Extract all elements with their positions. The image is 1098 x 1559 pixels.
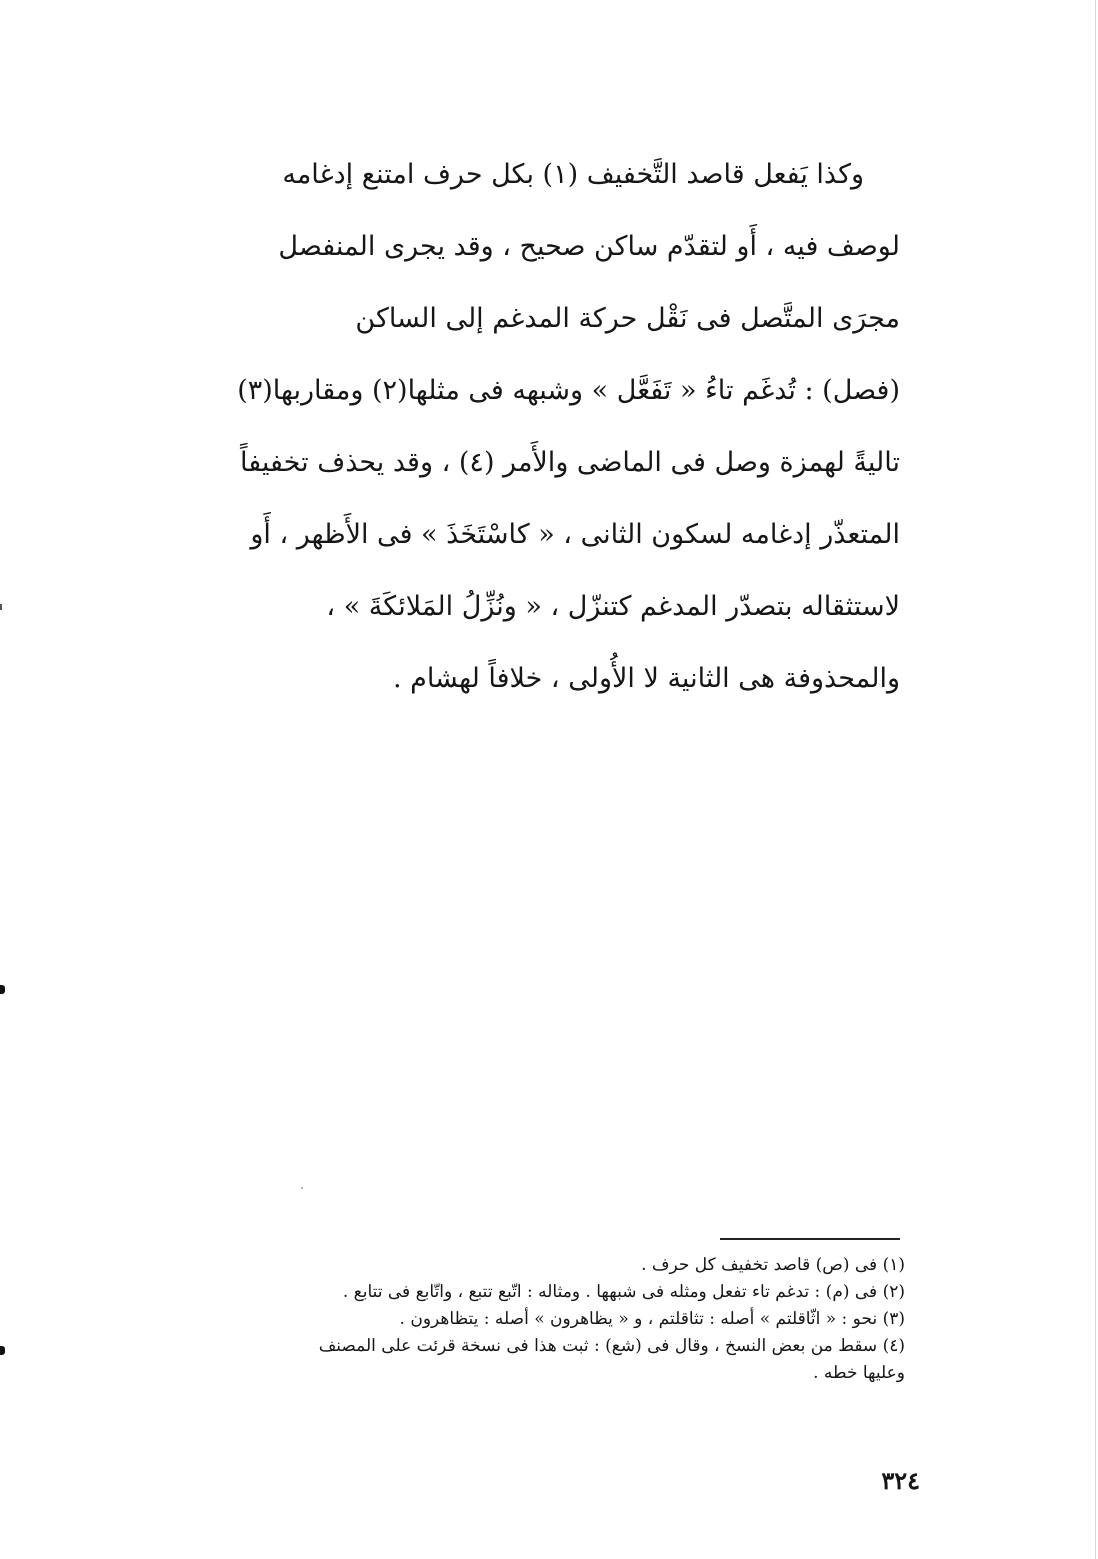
section-heading-line: (فصل) : تُدغَم تاءُ « تَفَعَّل » وشبهه فى مثلها(٢) ومقاربها(٣) — [237, 375, 900, 406]
footnote: (٣) نحو : « اثّاقلتم » أصله : تثاقلتم ، و « يظاهرون » أصله : يتظاهرون . — [399, 1309, 905, 1329]
page-number: ٣٢٤ — [881, 1466, 920, 1495]
footnote: (٢) فى (م) : تدغم تاء تفعل ومثله فى شبهها . ومثاله : اتّبع تتبع ، واتّابع فى تتابع . — [342, 1282, 905, 1302]
text-line: لوصف فيه ، أَو لتقدّم ساكن صحيح ، وقد يجرى المنفصل — [278, 231, 900, 262]
main-text — [175, 145, 900, 721]
binding-mark — [0, 985, 5, 994]
binding-mark — [0, 1346, 5, 1355]
footnote-separator — [720, 1238, 900, 1240]
footnotes — [185, 1252, 905, 1387]
footnote: (١) فى (ص) قاصد تخفيف كل حرف . — [641, 1255, 905, 1275]
scan-speck — [301, 1187, 303, 1189]
text-line: تاليةً لهمزة وصل فى الماضى والأَمر (٤) ، وقد يحذف تخفيفاً — [239, 447, 900, 478]
binding-tick — [0, 604, 2, 610]
footnote: (٤) سقط من بعض النسخ ، وقال فى (شع) : ثبت هذا فى نسخة قرئت على المصنف — [318, 1336, 905, 1356]
text-line: لاستثقاله بتصدّر المدغم كتنزّل ، « ونُزِّلُ المَلائكَةَ » ، — [326, 591, 900, 622]
text-line: والمحذوفة هى الثانية لا الأُولى ، خلافاً لهشام . — [392, 663, 900, 694]
text-line: المتعذّر إدغامه لسكون الثانى ، « كاسْتَخَذَ » فى الأَظهر ، أَو — [250, 519, 900, 550]
page-edge-line — [1095, 0, 1096, 1559]
footnote-continuation: وعليها خطه . — [813, 1363, 905, 1383]
text-line: مجرَى المتَّصل فى نَقْل حركة المدغم إلى الساكن — [355, 303, 900, 334]
text-line: وكذا يَفعل قاصد التَّخفيف (١) بكل حرف امتنع إدغامه — [282, 159, 864, 190]
